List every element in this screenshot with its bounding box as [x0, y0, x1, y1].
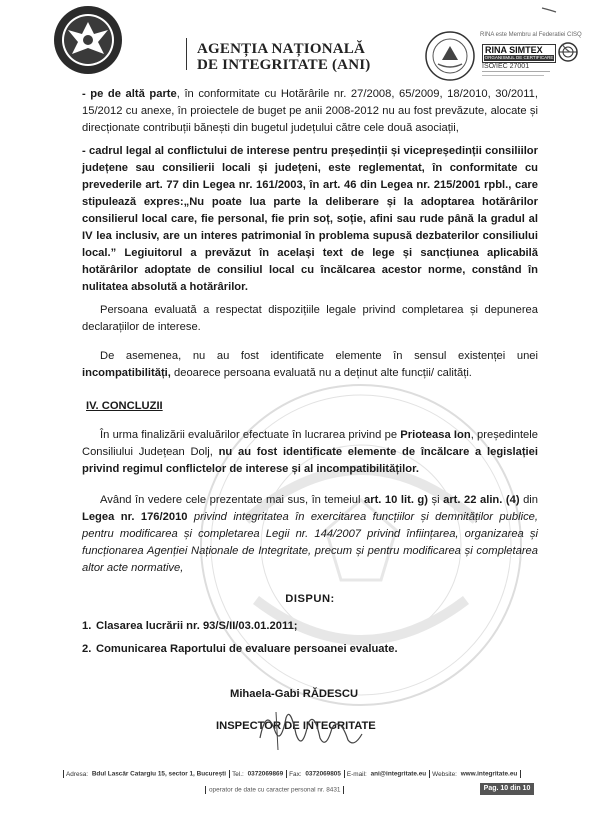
dispositions-list: [82, 618, 538, 658]
paragraph-incompatibility: [82, 348, 538, 382]
rina-simtex-name: RINA SIMTEX: [485, 45, 543, 55]
footer-fax: 0372069805: [305, 770, 341, 778]
paragraph-conclusion: [82, 427, 538, 478]
paragraph-text: , președintele Consiliului Județean Dolj,: [82, 429, 538, 458]
paragraph-emphasis: art. 10 lit. g): [364, 494, 428, 506]
header-divider: [186, 38, 187, 70]
handwritten-signature-icon: [256, 698, 366, 758]
list-item-text: Comunicarea Raportului de evaluare persoanei evaluate.: [96, 643, 398, 655]
agency-name: [197, 41, 370, 73]
footer-separator: [343, 786, 344, 794]
corner-pen-mark: [540, 4, 580, 54]
footer-label: Adresa:: [66, 770, 89, 778]
footer-operator-text: operator de date cu caracter personal nr. 8431: [209, 786, 341, 794]
certification-rule: [482, 71, 550, 72]
paragraph-declarations: [82, 302, 538, 336]
paragraph-emphasis: nu au fost identificate elemente de încălcare a legislației privind regimul conflictelor de interese și al incompatibilităților.: [82, 446, 538, 475]
paragraph-emphasis: Legea nr. 176/2010: [82, 511, 188, 523]
paragraph-text: , în conformitate cu Hotărârile nr. 27/2008, 65/2009, 18/2010, 30/2011, 15/2012 cu anexe, în proiectele de buget pe anii 2008-2012 nu au fost prevăzute, alocate și direcționate contribuții bănești din bugetul județului către cele două asociații,: [82, 88, 539, 134]
footer-separator: [63, 770, 64, 778]
footer-email: ani@integritate.eu: [370, 770, 427, 778]
rina-certification-seal-icon: [424, 30, 476, 82]
paragraph-text: și: [428, 494, 444, 506]
document-body: [82, 86, 538, 664]
footer-label: Fax:: [289, 770, 302, 778]
paragraph-legal-framework: [82, 143, 538, 296]
agency-name-line2: DE INTEGRITATE (ANI): [197, 57, 371, 73]
footer-label: E-mail:: [346, 770, 367, 778]
ani-logo-icon: [52, 4, 124, 76]
paragraph-emphasis: incompatibilități,: [82, 367, 171, 379]
footer-contact-line: [60, 770, 534, 778]
signature-block: [216, 688, 406, 768]
footer-label: Tel.:: [232, 770, 244, 778]
iso-standard-text: ISO/IEC 27001: [482, 63, 530, 70]
certification-rule: [482, 75, 544, 76]
footer-phone: 0372069869: [247, 770, 284, 778]
dispun-heading: DISPUN:: [285, 593, 335, 605]
footer-address: Bdul Lascăr Catargiu 15, sector 1, București: [91, 770, 227, 778]
footer-separator: [520, 770, 521, 778]
section-title-conclusions: IV. CONCLUZII: [86, 400, 163, 412]
evaluated-person-name: Prioteasa Ion: [400, 429, 471, 441]
list-item-number: 1.: [82, 620, 92, 632]
page-footer: [60, 770, 534, 810]
list-item-number: 2.: [82, 643, 92, 655]
footer-separator: [229, 770, 230, 778]
paragraph-text: deoarece persoana evaluată nu a deținut alte funcții/ calități.: [170, 367, 472, 379]
paragraph-text: - cadrul legal al conflictului de interese pentru președinții și vicepreședinții consiliilor județene sau consilierii locali și județeni, este reglementat, în conformitate cu prevederile art. 77 din Legea nr. 161/2003, în art. 46 din Legea nr. 215/2001 rpbl., care stipulează expres:„Nu poate lua parte la deliberare și la adoptarea hotărârilor consilierul local care, fie personal, fie prin soț, soție, afini sau rude până la gradul al IV lea inclusiv, are un interes patrimonial în problema supusă dezbaterilor consiliului local.” Legiuitorul a prevăzut în același text de lege și sancțiunea aplicabilă hotărârilor adoptate de consiliul local cu încălcarea acestor norme, constând în nulitatea absolută a hotărârilor.: [82, 145, 538, 293]
footer-separator: [429, 770, 430, 778]
list-item: [82, 618, 538, 635]
footer-operator-line: [202, 786, 347, 794]
paragraph-text: Având în vedere cele prezentate mai sus, în temeiul: [100, 494, 364, 506]
paragraph-text: Persoana evaluată a respectat dispozițiile legale privind completarea și depunerea declarațiilor de interese.: [82, 304, 538, 333]
footer-website: www.integritate.eu: [460, 770, 518, 778]
footer-label: Website:: [432, 770, 457, 778]
paragraph-text: De asemenea, nu au fost identificate elemente în sensul existenței unei: [100, 350, 538, 362]
paragraph-lead: - pe de altă parte: [82, 88, 177, 100]
inspector-name: Mihaela-Gabi RĂDESCU: [230, 688, 359, 700]
footer-separator: [344, 770, 345, 778]
paragraph-text: În urma finalizării evaluărilor efectuate în lucrarea privind pe: [100, 429, 401, 441]
paragraph-italic: privind integritatea în exercitarea funcțiilor și demnităților publice, pentru modificarea și completarea Legii nr. 144/2007 privind înființarea, organizarea și funcționarea Agenției Naționale de Integritate, precum și pentru modificarea și completarea altor acte normative,: [82, 511, 538, 574]
letterhead: [52, 4, 582, 82]
agency-name-line1: AGENȚIA NAȚIONALĂ: [197, 41, 366, 57]
page-number-badge: Pag. 10 din 10: [480, 783, 534, 795]
list-item: [82, 641, 538, 658]
paragraph-text: din: [519, 494, 539, 506]
rina-simtex-subtitle: ORGANISMUL DE CERTIFICARE: [484, 55, 554, 60]
certification-member-text: RINA este Membru al Federatiei CISQ: [480, 32, 582, 38]
paragraph-funding: [82, 86, 538, 137]
footer-separator: [286, 770, 287, 778]
inspector-title: INSPECTOR DE INTEGRITATE: [216, 720, 376, 732]
list-item-text: Clasarea lucrării nr. 93/S/II/03.01.2011;: [96, 620, 298, 632]
paragraph-legal-basis: [82, 492, 538, 577]
footer-separator: [205, 786, 206, 794]
paragraph-emphasis: art. 22 alin. (4): [443, 494, 520, 506]
